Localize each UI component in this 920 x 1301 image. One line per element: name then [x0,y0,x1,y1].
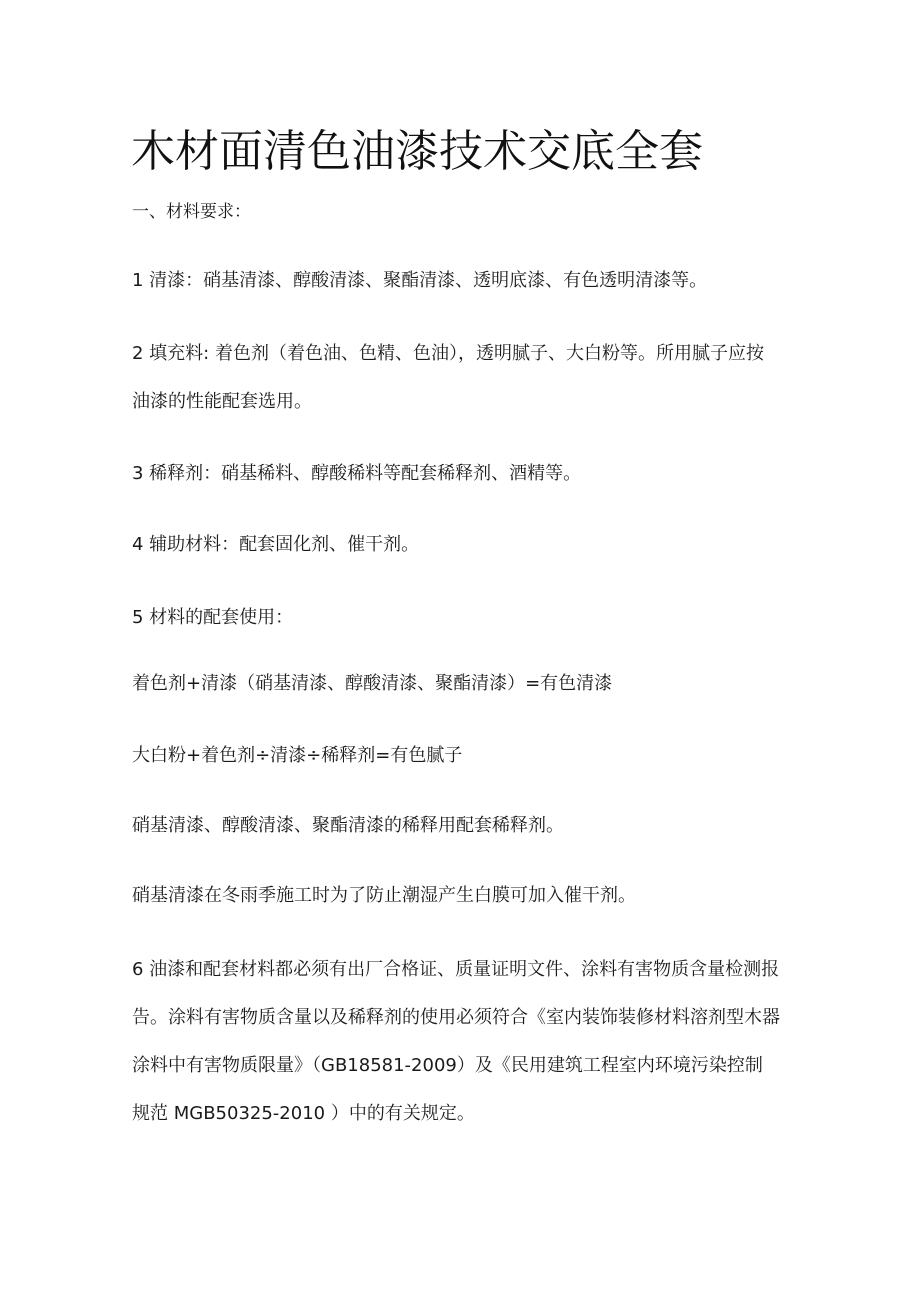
page-title: 木材面清色油漆技术交底全套 [131,126,703,177]
item-6-certificates-line-1: 6 油漆和配套材料都必须有出厂合格证、质量证明文件、涂料有害物质含量检测报 [132,959,780,980]
item-6-certificates-line-3: 涂料中有害物质限量》（GB18581-2009）及《民用建筑工程室内环境污染控制 [132,1055,763,1076]
formula-colored-varnish: 着色剂+清漆（硝基清漆、醇酸清漆、聚酯清漆）=有色清漆 [132,673,613,694]
item-6-certificates-line-4: 规范 MGB50325-2010 ）中的有关规定。 [132,1103,475,1124]
item-3-thinner: 3 稀释剂：硝基稀料、醇酸稀料等配套稀释剂、酒精等。 [132,463,582,484]
note-thinner: 硝基清漆、醇酸清漆、聚酯清漆的稀释用配套稀释剂。 [132,815,564,836]
section-heading: 一、材料要求： [132,202,251,222]
note-drier: 硝基清漆在冬雨季施工时为了防止潮湿产生白膜可加入催干剂。 [132,885,636,906]
item-4-auxiliary: 4 辅助材料：配套固化剂、催干剂。 [132,534,420,555]
item-6-certificates-line-2: 告。涂料有害物质含量以及稀释剂的使用必须符合《室内装饰装修材料溶剂型木器 [132,1007,780,1028]
item-2-filler-line-2: 油漆的性能配套选用。 [132,391,312,412]
item-5-matching-use: 5 材料的配套使用： [132,607,294,628]
item-2-filler-line-1: 2 填充料: 着色剂（着色油、色精、色油），透明腻子、大白粉等。所用腻子应按 [132,343,764,364]
formula-colored-putty: 大白粉+着色剂÷清漆÷稀释剂=有色腻子 [132,745,463,766]
item-1-varnish: 1 清漆：硝基清漆、醇酸清漆、聚酯清漆、透明底漆、有色透明清漆等。 [132,270,708,291]
